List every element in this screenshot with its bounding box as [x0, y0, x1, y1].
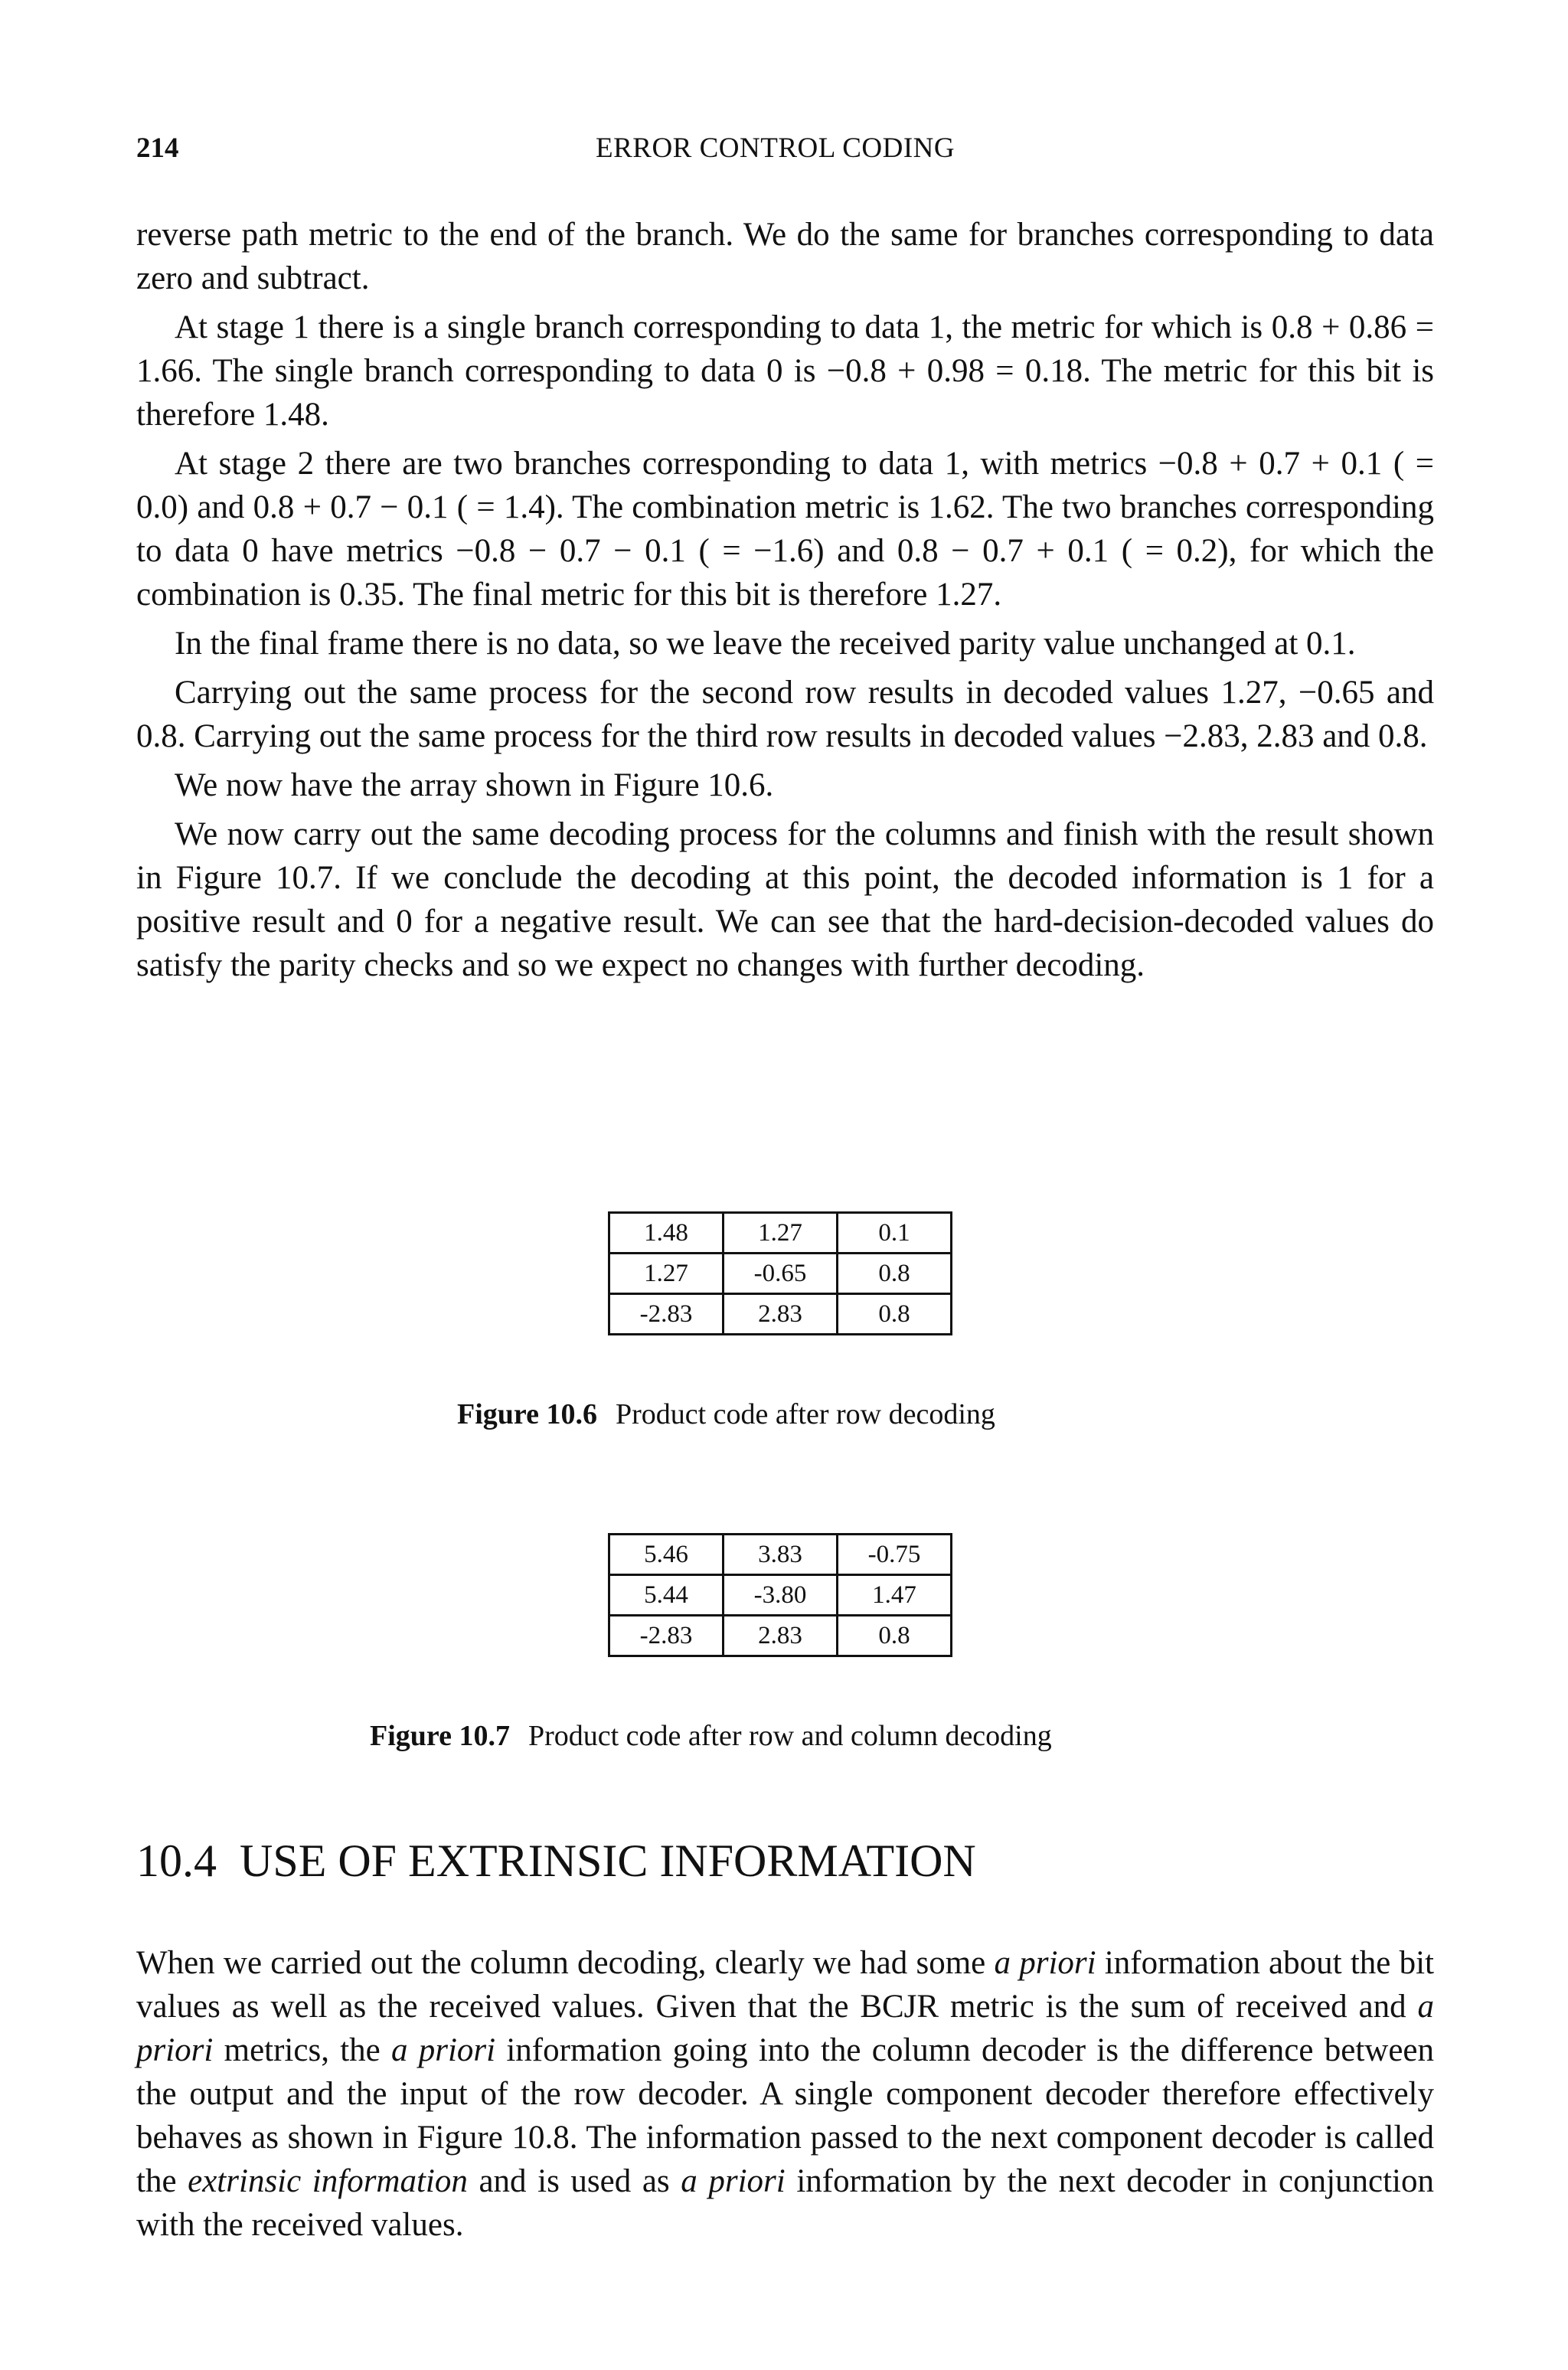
section-number: 10.4: [136, 1836, 217, 1886]
table-cell: 0.8: [838, 1294, 952, 1335]
figure-10-6-table: [608, 1211, 952, 1335]
italic-text: a priori: [994, 1945, 1096, 1981]
table-cell: 3.83: [724, 1535, 838, 1575]
table-row: [609, 1616, 952, 1656]
table-row: [609, 1535, 952, 1575]
table-cell: 0.8: [838, 1254, 952, 1294]
table-cell: 0.1: [838, 1213, 952, 1254]
table-cell: -0.75: [838, 1535, 952, 1575]
figure-10-7-caption: [370, 1719, 1052, 1753]
page-number: 214: [136, 132, 179, 164]
body-text-bottom: [136, 1941, 1434, 2252]
table-row: [609, 1254, 952, 1294]
table-cell: 1.27: [609, 1254, 724, 1294]
paragraph: [136, 1941, 1434, 2247]
paragraph: We now have the array shown in Figure 10.6.: [175, 767, 774, 803]
text-run: When we carried out the column decoding, clearly we had some: [136, 1945, 995, 1981]
section-title: USE OF EXTRINSIC INFORMATION: [240, 1836, 976, 1886]
text-run: metrics, the: [213, 2032, 391, 2068]
caption-text: Product code after row and column decoding: [528, 1720, 1052, 1752]
italic-text: extrinsic information: [188, 2163, 468, 2199]
body-text-top: [136, 213, 1434, 992]
table-cell: -3.80: [724, 1575, 838, 1616]
italic-text: a priori: [136, 1989, 1434, 2068]
table-cell: 1.27: [724, 1213, 838, 1254]
section-heading: [136, 1835, 976, 1888]
table-row: [609, 1213, 952, 1254]
figure-10-7-table: [608, 1533, 952, 1657]
figure-label: Figure 10.6: [457, 1398, 597, 1430]
figure-label: Figure 10.7: [370, 1720, 510, 1752]
text-run: information going into the column decoder is the difference between the output and the input of the row decoder. A single component decoder therefore effectively behaves as shown in Figure 10.8. The information passed to the next component decoder is called the: [136, 2032, 1434, 2199]
paragraph: Carrying out the same process for the second row results in decoded values 1.27, −0.65 and 0.8. Carrying out the same process for the third row results in decoded values −2.83, 2.83 and 0.8.: [136, 675, 1434, 754]
figure-10-6-caption: [457, 1397, 995, 1431]
table-cell: 0.8: [838, 1616, 952, 1656]
table-cell: 1.47: [838, 1575, 952, 1616]
page-header: [136, 132, 1438, 178]
italic-text: a priori: [390, 2032, 496, 2068]
running-title: ERROR CONTROL CODING: [596, 132, 956, 164]
paragraph: At stage 2 there are two branches corresponding to data 1, with metrics −0.8 + 0.7 + 0.1 ( = 0.0) and 0.8 + 0.7 − 0.1 ( = 1.4). The combination metric is 1.62. The two branches corresponding to data 0 have metrics −0.8 − 0.7 − 0.1 ( = −1.6) and 0.8 − 0.7 + 0.1 ( = 0.2), for which the combination is 0.35. The final metric for this bit is therefore 1.27.: [136, 446, 1434, 613]
table-row: [609, 1575, 952, 1616]
table-cell: 5.44: [609, 1575, 724, 1616]
paragraph: At stage 1 there is a single branch corresponding to data 1, the metric for which is 0.8 + 0.86 = 1.66. The single branch corresponding to data 0 is −0.8 + 0.98 = 0.18. The metric for this bit is therefore 1.48.: [136, 309, 1434, 433]
table-cell: 2.83: [724, 1294, 838, 1335]
table-cell: 5.46: [609, 1535, 724, 1575]
text-run: information by the next decoder in conjunction with the received values.: [136, 2163, 1435, 2243]
paragraph: In the final frame there is no data, so we leave the received parity value unchanged at 0.1.: [175, 626, 1356, 662]
caption-text: Product code after row decoding: [615, 1398, 995, 1430]
text-run: information about the bit values as well as the received values. Given that the BCJR metric is the sum of received and: [136, 1945, 1434, 2025]
table-cell: -0.65: [724, 1254, 838, 1294]
paragraph: reverse path metric to the end of the branch. We do the same for branches corresponding to data zero and subtract.: [136, 217, 1434, 296]
table-cell: 1.48: [609, 1213, 724, 1254]
table-row: [609, 1294, 952, 1335]
text-run: and is used as: [467, 2163, 681, 2199]
paragraph: We now carry out the same decoding process for the columns and finish with the result shown in Figure 10.7. If we conclude the decoding at this point, the decoded information is 1 for a positive result and 0 for a negative result. We can see that the hard-decision-decoded values do satisfy the parity checks and so we expect no changes with further decoding.: [136, 816, 1434, 983]
italic-text: a priori: [681, 2163, 786, 2199]
table-cell: -2.83: [609, 1294, 724, 1335]
table-cell: -2.83: [609, 1616, 724, 1656]
table-cell: 2.83: [724, 1616, 838, 1656]
